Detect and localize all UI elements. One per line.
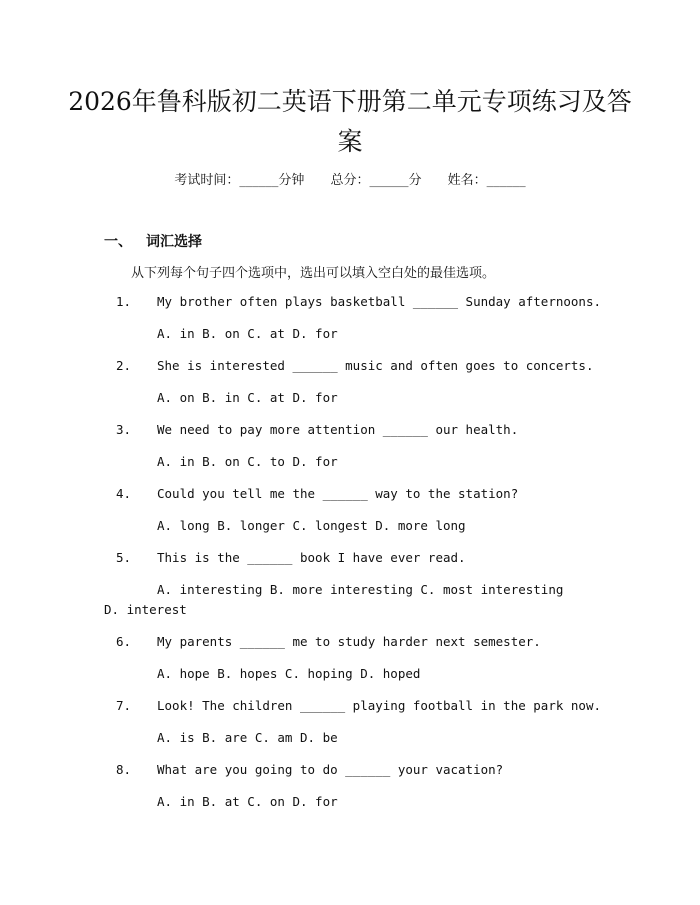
question-text: Could you tell me the ______ way to the station? <box>157 486 519 501</box>
section-number: 一、 <box>104 234 132 250</box>
question-number: 4. <box>115 486 131 501</box>
instruction-text: 从下列每个句子四个选项中，选出可以填入空白处的最佳选项。 <box>131 266 496 281</box>
question-options: A. in B. on C. at D. for <box>157 326 338 341</box>
question-options: A. long B. longer C. longest D. more long <box>157 518 466 533</box>
question-options: A. in B. at C. on D. for <box>157 794 338 809</box>
question-options: A. on B. in C. at D. for <box>157 390 338 405</box>
question-text: This is the ______ book I have ever read. <box>157 550 466 565</box>
question-options: A. in B. on C. to D. for <box>157 454 338 469</box>
question-number: 5. <box>115 550 131 565</box>
question-item <box>104 294 602 309</box>
question-item <box>104 634 584 649</box>
exam-meta <box>0 169 700 188</box>
page-title: 2026年鲁科版初二英语下册第二单元专项练习及答案 <box>68 87 632 156</box>
question-options: A. is B. are C. am D. be <box>157 730 338 745</box>
question-text: What are you going to do ______ your vacation? <box>157 762 504 777</box>
question-number: 1. <box>115 294 131 309</box>
question-text: Look! The children ______ playing football in the park now. <box>157 698 602 713</box>
question-options: A. hope B. hopes C. hoping D. hoped <box>157 666 421 681</box>
question-item <box>104 550 584 565</box>
question-item <box>104 698 602 713</box>
total-score: 总分：______分 <box>330 173 422 188</box>
student-name: 姓名：______ <box>447 173 526 188</box>
section-heading <box>104 231 202 251</box>
question-number: 7. <box>115 698 131 713</box>
question-text: She is interested ______ music and often goes to concerts. <box>157 358 594 373</box>
question-number: 6. <box>115 634 131 649</box>
section-title: 词汇选择 <box>146 234 202 250</box>
question-number: 8. <box>115 762 131 777</box>
question-number: 3. <box>115 422 131 437</box>
question-text: My brother often plays basketball ______ Sunday afternoons. <box>157 294 602 309</box>
exam-time: 考试时间：______分钟 <box>174 173 305 188</box>
question-options: A. interesting B. more interesting C. most interesting D. interest <box>104 582 564 617</box>
question-item <box>104 486 584 501</box>
question-item <box>104 762 584 777</box>
question-number: 2. <box>115 358 131 373</box>
question-item <box>104 358 594 373</box>
question-item <box>104 422 584 437</box>
question-text: We need to pay more attention ______ our health. <box>157 422 519 437</box>
question-text: My parents ______ me to study harder next semester. <box>157 634 541 649</box>
